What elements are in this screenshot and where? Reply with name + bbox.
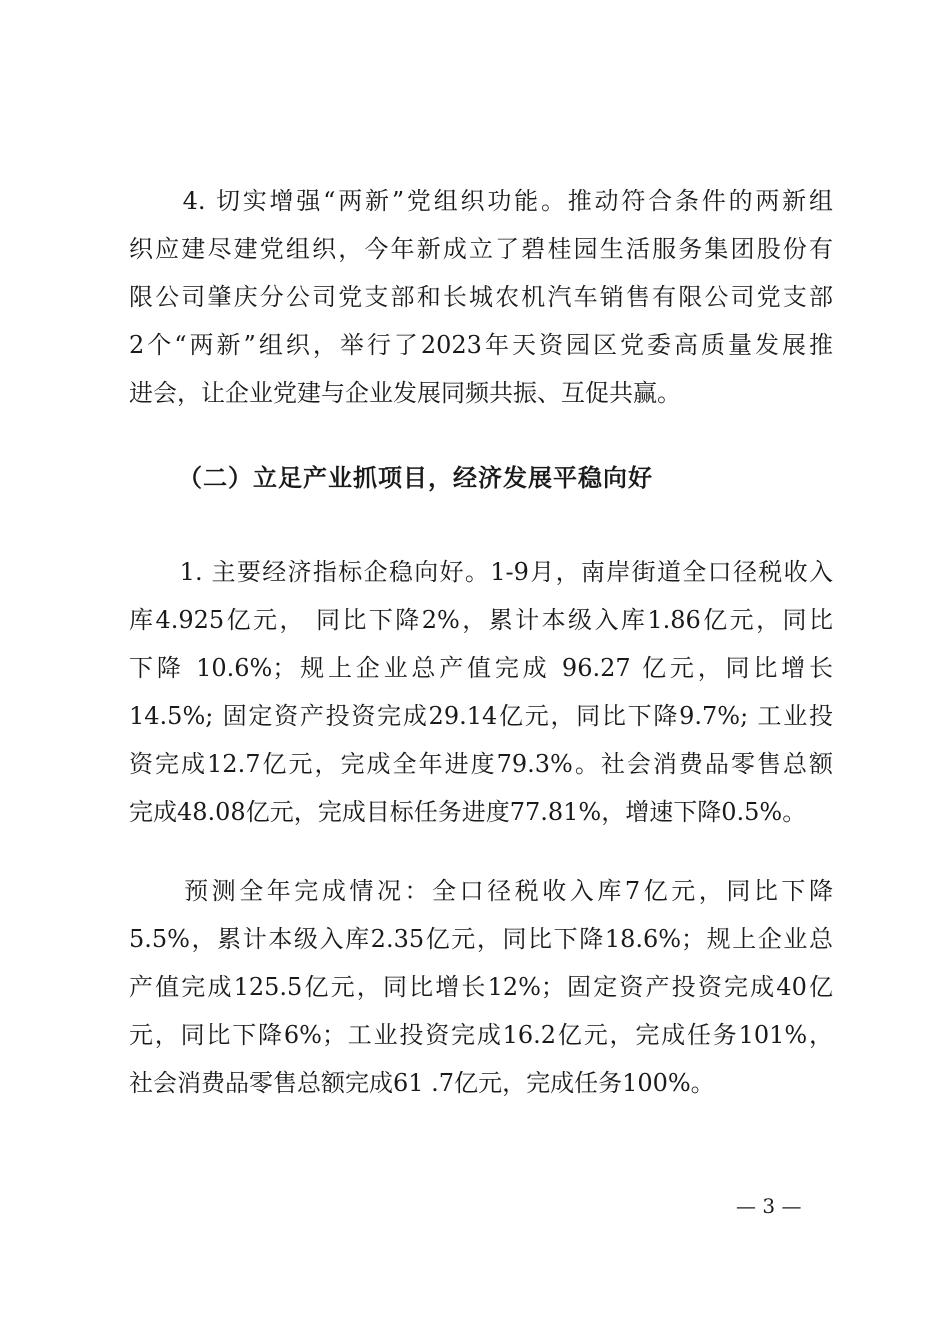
section-heading: （二）立足产业抓项目，经济发展平稳向好 — [178, 463, 653, 492]
paragraph-line: 社会消费品零售总额完成61 .7亿元，完成任务100%。 — [129, 1069, 715, 1097]
paragraph-line: 1. 主要经济指标企稳向好。1-9月，南岸街道全口径税收入 — [129, 558, 833, 586]
paragraph-line: 2个“两新”组织，举行了2023年天资园区党委高质量发展推 — [129, 331, 833, 359]
page-number: — 3 — — [736, 1194, 802, 1218]
paragraph-line: 产值完成125.5亿元，同比增长12%；固定资产投资完成40亿 — [129, 973, 833, 1001]
paragraph-line: 14.5%; 固定资产投资完成29.14亿元，同比下降9.7%; 工业投 — [129, 702, 833, 730]
paragraph-line: 进会，让企业党建与企业发展同频共振、互促共赢。 — [129, 379, 681, 407]
paragraph-line: 元，同比下降6%；工业投资完成16.2亿元，完成任务101%， — [129, 1021, 833, 1049]
paragraph-line: 库4.925亿元， 同比下降2%，累计本级入库1.86亿元，同比 — [129, 606, 833, 634]
paragraph-line: 预测全年完成情况：全口径税收入库7亿元，同比下降 — [129, 877, 833, 905]
paragraph-line: 限公司肇庆分公司党支部和长城农机汽车销售有限公司党支部 — [129, 283, 833, 311]
paragraph-line: 完成48.08亿元，完成目标任务进度77.81%，增速下降0.5%。 — [129, 798, 807, 826]
paragraph-line: 4. 切实增强“两新”党组织功能。推动符合条件的两新组 — [129, 187, 833, 215]
paragraph-line: 下降 10.6%；规上企业总产值完成 96.27 亿元，同比增长 — [129, 654, 833, 682]
paragraph-line: 资完成12.7亿元，完成全年进度79.3%。社会消费品零售总额 — [129, 750, 833, 778]
paragraph-line: 5.5%，累计本级入库2.35亿元，同比下降18.6%；规上企业总 — [129, 925, 833, 953]
paragraph-line: 织应建尽建党组织，今年新成立了碧桂园生活服务集团股份有 — [129, 235, 833, 263]
